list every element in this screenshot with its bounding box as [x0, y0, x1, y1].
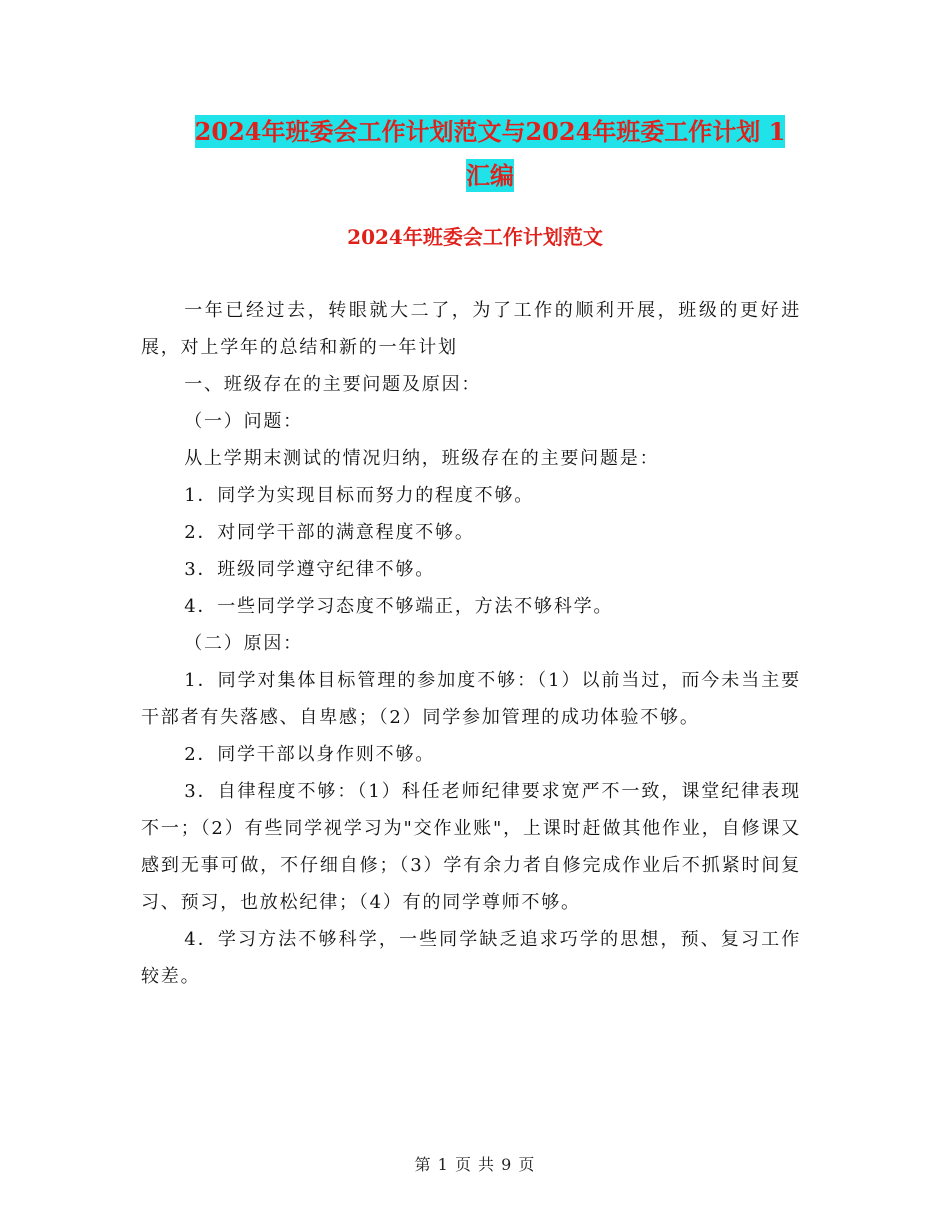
list-item: 3．自律程度不够：（1）科任老师纪律要求宽严不一致，课堂纪律表现不一；（2）有些同学视学习为"交作业账"，上课时赶做其他作业，自修课又感到无事可做，不仔细自修；（3）学有余力者自修完成作业后不抓紧时间复习、预习，也放松纪律；（4）有的同学尊师不够。	[141, 781, 801, 913]
section-title: 2024年班委会工作计划范文	[347, 225, 603, 249]
list-item: 2．对同学干部的满意程度不够。	[184, 522, 475, 543]
document-body	[141, 292, 801, 995]
document-title	[140, 110, 840, 198]
list-item: 4．一些同学学习态度不够端正，方法不够科学。	[184, 596, 614, 617]
document-title-line2: 汇编	[466, 161, 514, 190]
list-item: 1．同学对集体目标管理的参加度不够：（1）以前当过，而今未当主要干部者有失落感、自卑感；（2）同学参加管理的成功体验不够。	[141, 670, 801, 728]
list-item: 2．同学干部以身作则不够。	[184, 744, 436, 765]
list-item: 4．学习方法不够科学，一些同学缺乏追求巧学的思想，预、复习工作较差。	[141, 929, 801, 987]
paragraph: 一年已经过去，转眼就大二了，为了工作的顺利开展，班级的更好进展，对上学年的总结和新的一年计划	[141, 300, 801, 358]
list-item: 1．同学为实现目标而努力的程度不够。	[184, 485, 535, 506]
paragraph: 从上学期末测试的情况归纳，班级存在的主要问题是：	[184, 448, 660, 469]
page-footer: 第 1 页 共 9 页	[414, 1155, 536, 1174]
paragraph: （一）问题：	[184, 411, 303, 432]
list-item: 3．班级同学遵守纪律不够。	[184, 559, 436, 580]
document-title-line1: 2024年班委会工作计划范文与2024年班委工作计划 1	[194, 117, 786, 146]
paragraph: （二）原因：	[184, 633, 303, 654]
paragraph: 一、班级存在的主要问题及原因：	[184, 374, 482, 395]
